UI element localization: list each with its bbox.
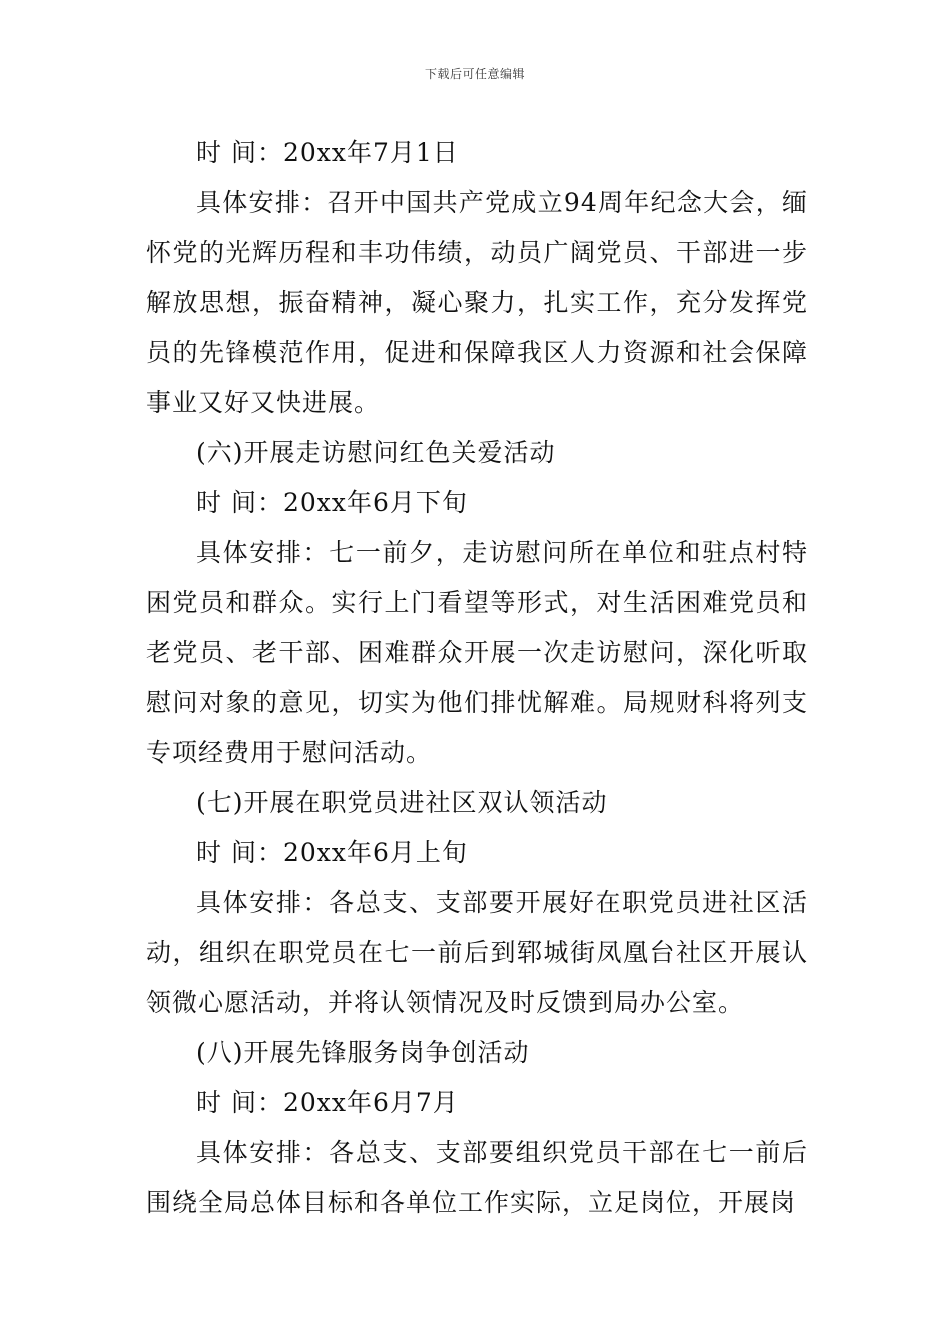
paragraph-time-june-july: 时 间：20xx年6月7月 — [196, 1088, 459, 1117]
paragraph-arrangement-visits: 具体安排：七一前夕，走访慰问所在单位和驻点村特困党员和群众。实行上门看望等形式，对生活困难党员和老党员、老干部、困难群众开展一次走访慰问，深化听取慰问对象的意见，切实为他们排忧解难。局规财科将列支专项经费用于慰问活动。 — [146, 538, 808, 767]
section-heading-7: (七)开展在职党员进社区双认领活动 — [196, 788, 608, 817]
paragraph-time-june-late: 时 间：20xx年6月下旬 — [196, 488, 468, 517]
paragraph-arrangement-anniversary: 具体安排：召开中国共产党成立94周年纪念大会，缅怀党的光辉历程和丰功伟绩，动员广阔党员、干部进一步解放思想，振奋精神，凝心聚力，扎实工作，充分发挥党员的先锋模范作用，促进和保障我区人力资源和社会保障事业又好又快进展。 — [146, 188, 808, 417]
document-body — [146, 128, 808, 1228]
section-heading-6: (六)开展走访慰问红色关爱活动 — [196, 438, 556, 467]
paragraph-time-june-early: 时 间：20xx年6月上旬 — [196, 838, 468, 867]
paragraph-arrangement-vanguard: 具体安排：各总支、支部要组织党员干部在七一前后围绕全局总体目标和各单位工作实际，立足岗位，开展岗 — [146, 1138, 808, 1217]
section-heading-8: (八)开展先锋服务岗争创活动 — [196, 1038, 530, 1067]
page-header: 下载后可任意编辑 — [424, 67, 525, 81]
paragraph-arrangement-community: 具体安排：各总支、支部要开展好在职党员进社区活动，组织在职党员在七一前后到郓城街凤凰台社区开展认领微心愿活动，并将认领情况及时反馈到局办公室。 — [146, 888, 808, 1017]
paragraph-time-july-1: 时 间：20xx年7月1日 — [196, 138, 459, 167]
